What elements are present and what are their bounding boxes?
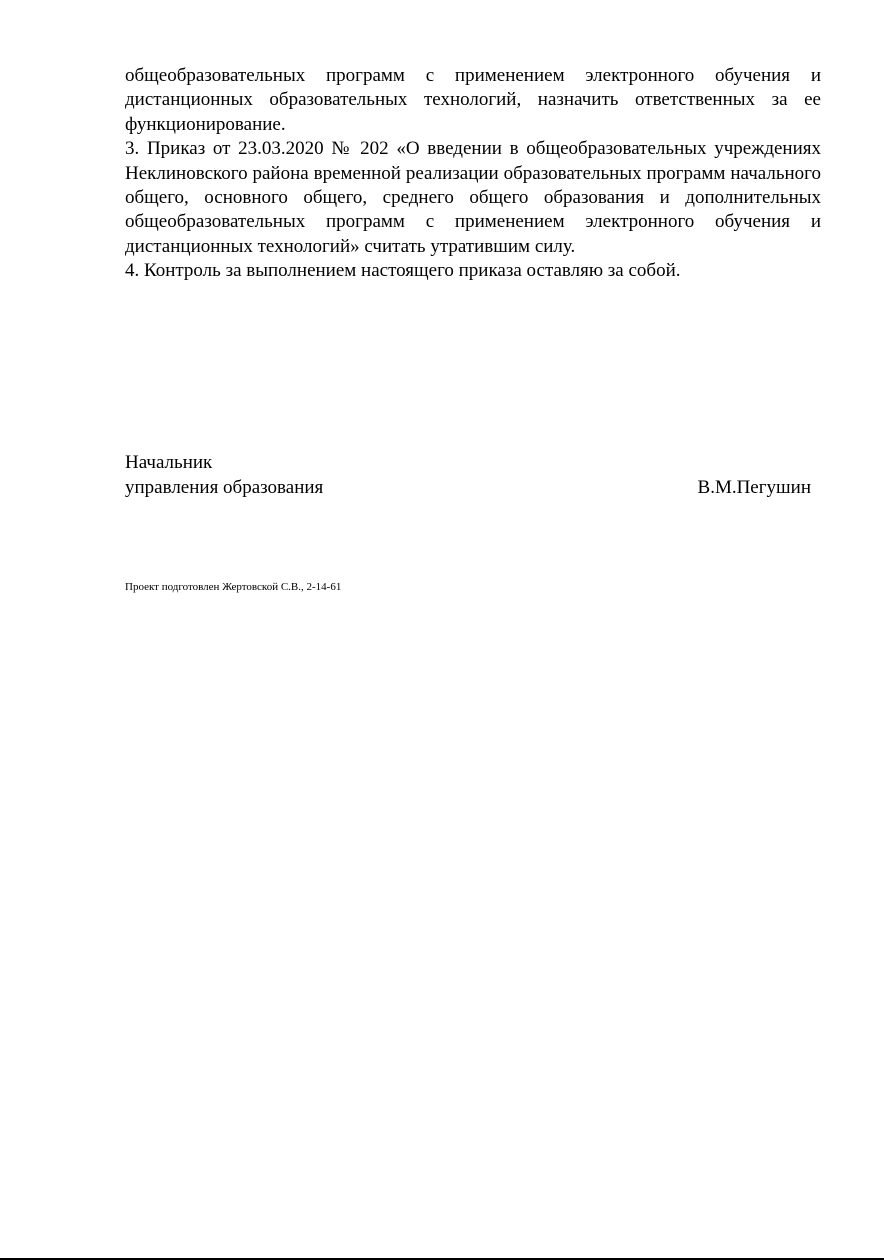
paragraph-continuation: общеобразовательных программ с применением электронного обучения и дистанционных образовательных технологий, назначить ответственных за ее функционирование. — [125, 65, 821, 135]
prepared-by-note: Проект подготовлен Жертовской С.В., 2-14-61 — [125, 581, 342, 593]
signature-block — [125, 450, 811, 500]
paragraph-item-3: 3. Приказ от 23.03.2020 № 202 «О введении в общеобразовательных учреждениях Неклиновского района временной реализации образовательных программ начального общего, основного общего, среднего общего образования и дополнительных общеобразовательных программ с применением электронного обучения и дистанционных технологий» считать утратившим силу. — [125, 138, 821, 257]
document-body — [125, 64, 821, 284]
signature-row — [125, 475, 811, 500]
signature-position-line1: Начальник — [125, 452, 213, 473]
paragraph-item-4: 4. Контроль за выполнением настоящего приказа оставляю за собой. — [125, 260, 681, 282]
signature-name: В.М.Пегушин — [697, 477, 811, 498]
signature-position-line2: управления образования — [125, 477, 324, 498]
